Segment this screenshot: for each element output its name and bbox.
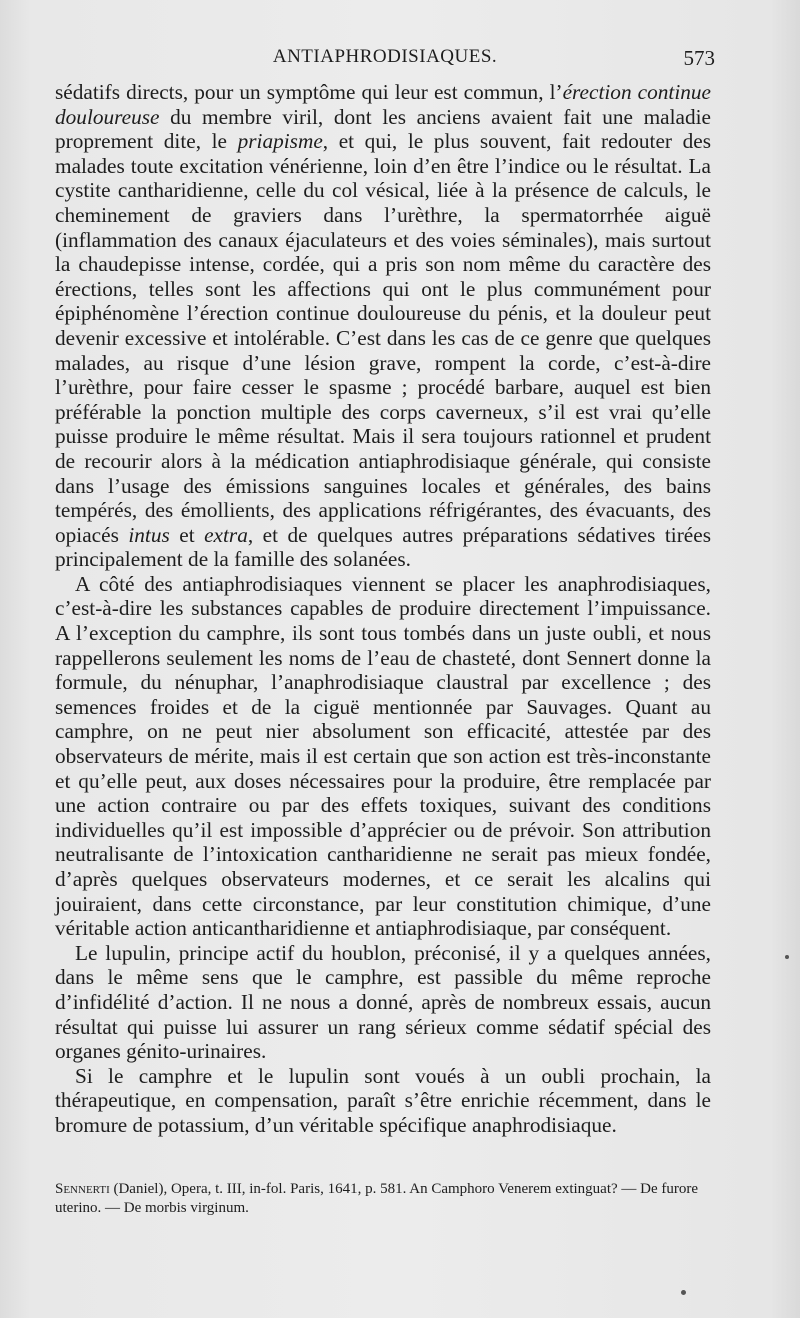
footnote	[55, 1180, 715, 1218]
print-speck	[681, 1290, 686, 1295]
paragraph	[55, 572, 711, 941]
paragraph	[55, 80, 711, 572]
running-title: ANTIAPHRODISIAQUES.	[272, 46, 498, 67]
text-run: sédatifs directs, pour un symptôme qui leur est commun, l’	[55, 80, 563, 104]
text-run: , et de quelques autres préparations sédatives tirées principalement de la famille des solanées.	[55, 522, 711, 572]
footnote-author: Sennerti	[55, 1181, 110, 1197]
text-run: , et qui, le plus souvent, fait redouter des malades toute excitation vénérienne, loin d’en être l’indice ou le résultat. La cystite cantharidienne, celle du col vésical, liée à la présence de calculs, le cheminement de graviers dans l’urèthre, la spermatorrhée aiguë (inflammation des canaux éjaculateurs et des voies séminales), mais surtout la chaudepisse intense, cordée, qui a pris son nom même du caractère des érections, telles sont les affections qui ont le plus communément pour épiphénomène l’érection continue douloureuse du pénis, et la douleur peut devenir excessive et intolérable. C’est dans les cas de ce genre que quelques malades, au risque d’une lésion grave, rompent la corde, c’est-à-dire l’urèthre, pour faire cesser le spasme ; procédé barbare, auquel est bien préférable la ponction multiple des corps caverneux, s’il est vrai qu’elle puisse produire le même résultat. Mais il sera toujours rationnel et prudent de recourir alors à la médication antiaphrodisiaque générale, qui consiste dans l’usage des émissions sanguines locales et générales, des bains tempérés, des émollients, des applications réfrigérantes, des évacuants, des opiacés	[55, 129, 711, 547]
italic-text-run: priapisme	[237, 129, 323, 154]
text-run: du membre viril, dont les anciens avaient fait une maladie proprement dite, le	[55, 104, 711, 154]
italic-text-run: intus	[128, 522, 170, 547]
italic-text-run: érection continue douloureuse	[55, 80, 711, 129]
paragraph	[55, 1064, 711, 1138]
text-run: Si le camphre et le lupulin sont voués à un oubli prochain, la thérapeutique, en compensation, paraît s’être enrichie récemment, dans le bromure de potassium, d’un véritable spécifique anaphrodisiaque.	[55, 1063, 711, 1137]
text-run: et	[169, 522, 205, 547]
body-text	[55, 80, 711, 1138]
text-run: Le lupulin, principe actif du houblon, préconisé, il y a quelques années, dans le même sens que le camphre, est passible du même reproche d’infidélité d’action. Il ne nous a donné, après de nombreux essais, aucun résultat qui puisse lui assurer un rang sérieux comme sédatif spécial des organes génito-urinaires.	[55, 940, 711, 1064]
paragraph	[55, 941, 711, 1064]
page-header	[55, 42, 715, 78]
italic-text-run: extra	[204, 522, 248, 547]
footnote-text: (Daniel), Opera, t. III, in-fol. Paris, 1641, p. 581. An Camphoro Venerem extinguat? — De furore uterino. — De morbis virginum.	[55, 1181, 699, 1216]
page-number: 573	[683, 46, 715, 70]
text-run: A côté des antiaphrodisiaques viennent se placer les anaphrodisiaques, c’est-à-dire les substances capables de produire directement l’impuissance. A l’exception du camphre, ils sont tous tombés dans un juste oubli, et nous rappellerons seulement les noms de l’eau de chasteté, dont Sennert donne la formule, du nénuphar, l’anaphrodisiaque claustral par excellence ; des semences froides et de la ciguë mentionnée par Sauvages. Quant au camphre, on ne peut nier absolument son efficacité, attestée par des observateurs de mérite, mais il est certain que son action est très-inconstante et qu’elle peut, aux doses nécessaires pour la produire, être remplacée par une action contraire ou par des effets toxiques, suivant des conditions individuelles qu’il est impossible d’apprécier ou de prévoir. Son attribution neutralisante de l’intoxication cantharidienne ne serait pas mieux fondée, d’après quelques observateurs modernes, et ce serait les alcalins qui jouiraient, dans cette circonstance, par leur constitution chimique, d’une véritable action anticantharidienne et antiaphrodisiaque, par conséquent.	[55, 571, 711, 941]
print-speck	[785, 955, 789, 959]
